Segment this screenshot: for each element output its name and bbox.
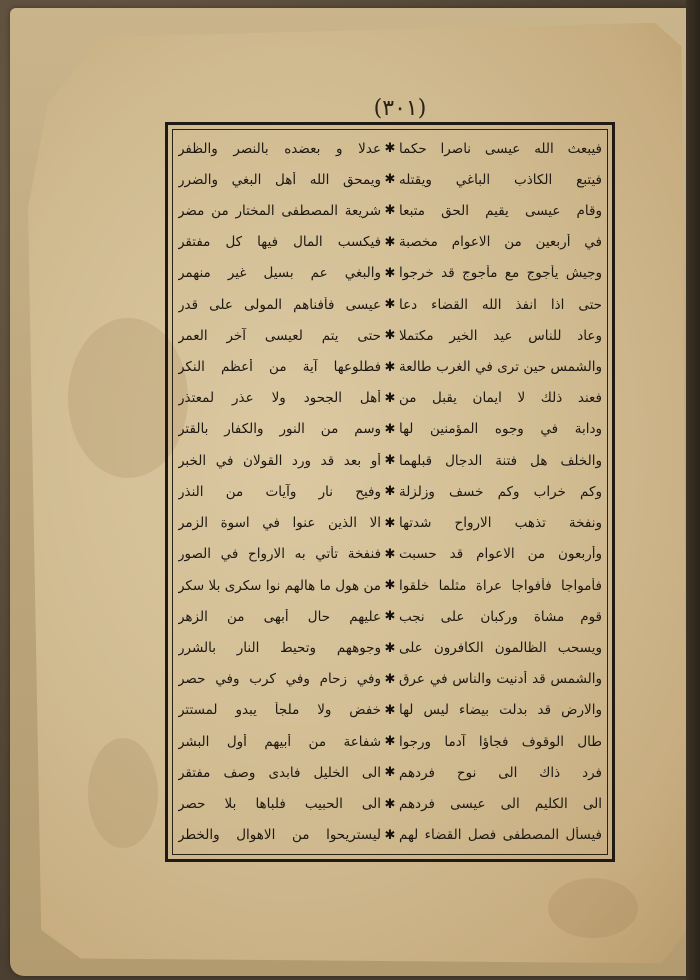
star-separator-icon: ✱ [384, 640, 396, 656]
verse-line [178, 416, 602, 443]
verse-first-hemistich: ودابة في وجوه المؤمنين لها [398, 421, 602, 438]
star-separator-icon: ✱ [384, 234, 396, 250]
star-separator-icon: ✱ [384, 141, 396, 156]
verse-line [178, 229, 602, 256]
verse-line [178, 759, 602, 786]
poem-verses [178, 135, 602, 849]
verse-first-hemistich: فأمواجا فأفواجا عراة مثلما خلقوا [398, 577, 602, 594]
verse-second-hemistich: عدلا و بعضده بالنصر والظفر [178, 140, 382, 157]
verse-second-hemistich: أو بعد قد ورد القولان في الخبر [178, 452, 382, 469]
paper-stain [88, 738, 158, 848]
verse-first-hemistich: وعاد للناس عيد الخير مكتملا [398, 327, 602, 344]
verse-second-hemistich: شريعة المصطفى المختار من مضر [178, 202, 382, 219]
verse-first-hemistich: في أربعين من الاعوام مخصبة [398, 234, 602, 251]
verse-line [178, 510, 602, 537]
verse-line [178, 541, 602, 568]
verse-first-hemistich: وجيش يأجوج مع مأجوج قد خرجوا [398, 265, 602, 282]
star-separator-icon: ✱ [384, 609, 396, 625]
verse-first-hemistich: طال الوقوف فجاؤا آدما ورجوا [398, 733, 602, 750]
star-separator-icon: ✱ [384, 203, 396, 219]
verse-first-hemistich: حتى اذا انفذ الله القضاء دعا [398, 296, 602, 313]
verse-line [178, 322, 602, 349]
verse-first-hemistich: وكم خراب وكم خسف وزلزلة [398, 483, 602, 500]
star-separator-icon: ✱ [384, 702, 396, 718]
verse-line [178, 666, 602, 693]
star-separator-icon: ✱ [384, 390, 396, 406]
verse-first-hemistich: الى الكليم الى عيسى فردهم [398, 796, 602, 813]
star-separator-icon: ✱ [384, 172, 396, 188]
verse-second-hemistich: عليهم حال أبهى من الزهر [178, 608, 382, 625]
page-number: (٣٠١) [373, 96, 427, 121]
verse-line [178, 822, 602, 849]
verse-second-hemistich: حتى يتم لعيسى آخر العمر [178, 327, 382, 344]
verse-first-hemistich: وأربعون من الاعوام قد حسبت [398, 546, 602, 563]
verse-line [178, 197, 602, 224]
star-separator-icon: ✱ [384, 546, 396, 562]
verse-line [178, 478, 602, 505]
star-separator-icon: ✱ [384, 765, 396, 781]
verse-second-hemistich: عيسى فأفناهم المولى على قدر [178, 296, 382, 313]
verse-second-hemistich: وفيح نار وآيات من النذر [178, 483, 382, 500]
verse-line [178, 260, 602, 287]
verse-second-hemistich: وفي زحام وفي كرب وفي حصر [178, 671, 382, 688]
star-separator-icon: ✱ [384, 671, 396, 687]
star-separator-icon: ✱ [384, 359, 396, 375]
verse-line [178, 697, 602, 724]
verse-first-hemistich: فرد ذاك الى نوح فردهم [398, 764, 602, 781]
verse-line [178, 385, 602, 412]
verse-second-hemistich: ويمحق الله أهل البغي والضرر [178, 171, 382, 188]
verse-line [178, 603, 602, 630]
star-separator-icon: ✱ [384, 734, 396, 750]
star-separator-icon: ✱ [384, 421, 396, 437]
verse-first-hemistich: وقام عيسى يقيم الحق متبعا [398, 202, 602, 219]
verse-second-hemistich: فيكسب المال فيها كل مفتقر [178, 234, 382, 251]
verse-second-hemistich: والبغي عم بسيل غير منهمر [178, 265, 382, 282]
verse-first-hemistich: فيسأل المصطفى فصل القضاء لهم [398, 827, 602, 844]
verse-second-hemistich: خفض ولا ملجأ يبدو لمستتر [178, 702, 382, 719]
verse-second-hemistich: شفاعة من أبيهم أول البشر [178, 733, 382, 750]
verse-line [178, 166, 602, 193]
star-separator-icon: ✱ [384, 453, 396, 469]
verse-line [178, 635, 602, 662]
verse-first-hemistich: والخلف هل فتنة الدجال قبلهما [398, 452, 602, 469]
text-frame [165, 122, 615, 862]
verse-second-hemistich: ليستريحوا من الاهوال والخطر [178, 827, 382, 844]
verse-second-hemistich: من هول ما هالهم نوا سكرى بلا سكر [178, 577, 382, 594]
star-separator-icon: ✱ [384, 827, 396, 843]
verse-second-hemistich: فنفخة تأتي به الارواح في الصور [178, 546, 382, 563]
star-separator-icon: ✱ [384, 484, 396, 500]
verse-second-hemistich: الا الذين عنوا في اسوة الزمر [178, 515, 382, 532]
verse-first-hemistich: فيبعث الله عيسى ناصرا حكما [398, 140, 602, 157]
verse-second-hemistich: وجوههم وتحيط النار بالشرر [178, 640, 382, 656]
verse-second-hemistich: وسم من النور والكفار بالقتر [178, 421, 382, 438]
verse-first-hemistich: ونفخة تذهب الارواح شدتها [398, 515, 602, 532]
verse-first-hemistich: والشمس قد أدنيت والناس في عرق [398, 671, 602, 688]
scan-edge [686, 0, 700, 980]
verse-first-hemistich: والشمس حين ترى في الغرب طالعة [398, 359, 602, 376]
verse-line [178, 291, 602, 318]
verse-line [178, 354, 602, 381]
star-separator-icon: ✱ [384, 265, 396, 281]
star-separator-icon: ✱ [384, 515, 396, 531]
verse-first-hemistich: فعند ذلك لا ايمان يقبل من [398, 390, 602, 407]
star-separator-icon: ✱ [384, 578, 396, 594]
verse-line [178, 728, 602, 755]
paper-stain [548, 878, 638, 938]
verse-first-hemistich: والارض قد بدلت بيضاء ليس لها [398, 702, 602, 719]
star-separator-icon: ✱ [384, 796, 396, 812]
verse-line [178, 791, 602, 818]
verse-line [178, 135, 602, 162]
verse-first-hemistich: فيتبع الكاذب الباغي ويقتله [398, 171, 602, 188]
verse-second-hemistich: الى الخليل فابدى وصف مفتقر [178, 764, 382, 781]
verse-first-hemistich: ويسحب الظالمون الكافرون على [398, 640, 602, 656]
star-separator-icon: ✱ [384, 297, 396, 313]
verse-line [178, 572, 602, 599]
star-separator-icon: ✱ [384, 328, 396, 344]
verse-second-hemistich: أهل الجحود ولا عذر لمعتذر [178, 390, 382, 407]
verse-second-hemistich: فطلوعها آية من أعظم النكر [178, 359, 382, 376]
verse-line [178, 447, 602, 474]
verse-first-hemistich: قوم مشاة وركبان على نجب [398, 608, 602, 625]
verse-second-hemistich: الى الحبيب فلباها بلا حصر [178, 796, 382, 813]
